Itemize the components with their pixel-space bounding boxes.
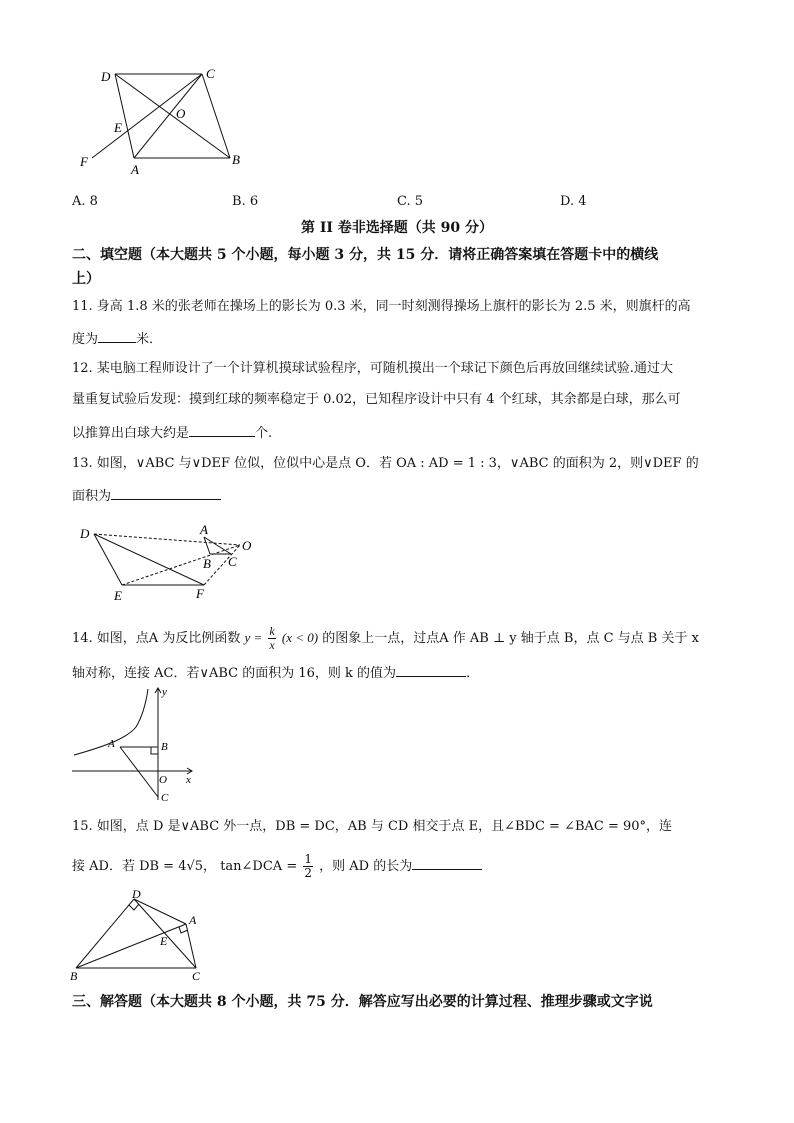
- q15-frac-num: 1: [304, 852, 312, 866]
- section2-title: 第 II 卷非选择题（共 90 分）: [300, 220, 494, 236]
- q15-text-b: ，则 AD 的长为: [319, 859, 413, 874]
- q15-tan: tan∠DCA =: [220, 859, 298, 874]
- label-D: D: [101, 69, 111, 84]
- label-A: A: [108, 738, 115, 750]
- q12-line2: 量重复试验后发现：摸到红球的频率稳定于 0.02，已知程序设计中只有 4 个红球，其余都是白球，那么可: [72, 392, 681, 407]
- q11-pre: 度为: [72, 332, 99, 347]
- q14-line2: [72, 662, 479, 683]
- q11-line1: 11. 身高 1.8 米的张老师在操场上的影长为 0.3 米，同一时刻测得操场上旗杆的影长为 2.5 米，则旗杆的高: [72, 299, 691, 314]
- q14-post: ．: [466, 666, 480, 681]
- q14-formula-cond: (x < 0): [281, 630, 319, 645]
- label-O: O: [242, 538, 252, 553]
- q15-frac-den: 2: [304, 866, 312, 880]
- label-F: F: [196, 586, 204, 601]
- q13-line1: 13. 如图，∨ABC 与∨DEF 位似，位似中心是点 O．若 OA : AD = 1 : 3，∨ABC 的面积为 2，则∨DEF 的: [72, 456, 699, 471]
- q14-line1: [72, 625, 699, 652]
- q13-answer-blank[interactable]: [111, 485, 221, 500]
- label-F: F: [80, 154, 88, 169]
- section2-header-line1: 二、填空题（本大题共 5 个小题，每小题 3 分，共 15 分．请将正确答案填在答题卡中的横线: [72, 247, 659, 263]
- q14-text-b: 的图象上一点，过点A 作 AB ⊥ y 轴于点 B，点 C 与点 B 关于 x: [322, 631, 699, 646]
- q11-line2: [72, 328, 162, 349]
- q12-line1: 12. 某电脑工程师设计了一个计算机摸球试验程序，可随机摸出一个球记下颜色后再放回继续试验.通过大: [72, 361, 673, 376]
- q13-line2: [72, 485, 221, 506]
- label-E: E: [114, 588, 122, 603]
- label-O: O: [176, 106, 186, 121]
- label-E: E: [160, 934, 168, 948]
- q14-pre: 轴对称，连接 AC．若∨ABC 的面积为 16，则 k 的值为: [72, 666, 397, 681]
- label-B: B: [70, 969, 78, 982]
- figure-parallelogram: [70, 62, 260, 182]
- label-A: A: [189, 913, 197, 927]
- q11-answer-blank[interactable]: [98, 328, 136, 343]
- choice-a: A. 8: [72, 194, 98, 209]
- label-B: B: [232, 152, 240, 167]
- q14-formula-lhs: y =: [244, 630, 263, 645]
- q14-text-a: 14. 如图，点A 为反比例函数: [72, 631, 241, 646]
- choice-d: D. 4: [560, 194, 587, 209]
- choice-b: B. 6: [232, 194, 259, 209]
- q12-answer-blank[interactable]: [189, 422, 255, 437]
- label-C: C: [161, 792, 169, 804]
- q15-line2: [72, 853, 482, 880]
- q14-fraction: [268, 625, 275, 652]
- section3-header: 三、解答题（本大题共 8 个小题，共 75 分．解答应写出必要的计算过程、推理步骤或文字说: [72, 994, 653, 1010]
- figure-homothety: [70, 522, 270, 604]
- figure-inverse-function: [70, 685, 200, 805]
- choice-c: C. 5: [397, 194, 424, 209]
- q13-pre: 面积为: [72, 489, 112, 504]
- label-x: x: [186, 774, 191, 786]
- label-C: C: [228, 554, 237, 569]
- q15-answer-blank[interactable]: [412, 855, 482, 870]
- q12-pre: 以推算出白球大约是: [72, 426, 190, 441]
- section2-header-line2: 上）: [72, 271, 100, 287]
- label-D: D: [132, 888, 141, 901]
- label-y: y: [162, 686, 167, 698]
- label-E: E: [114, 120, 122, 135]
- q12-line3: [72, 422, 272, 443]
- label-C: C: [206, 66, 215, 81]
- label-D: D: [80, 526, 90, 541]
- label-B: B: [161, 741, 168, 753]
- figure-triangle-15: [68, 888, 218, 982]
- label-C: C: [192, 969, 201, 982]
- q11-post: 米．: [136, 332, 163, 347]
- label-B: B: [203, 556, 211, 571]
- q15-fraction: [303, 853, 313, 880]
- q12-post: 个.: [255, 426, 273, 441]
- q14-frac-num: k: [269, 624, 275, 638]
- label-A: A: [200, 522, 208, 537]
- q15-text-a: 接 AD．若 DB = 4√5，: [72, 859, 217, 874]
- q14-frac-den: x: [269, 638, 275, 652]
- label-A: A: [131, 162, 139, 177]
- q14-answer-blank[interactable]: [396, 662, 466, 677]
- label-O: O: [159, 774, 167, 786]
- q15-line1: 15. 如图，点 D 是∨ABC 外一点，DB = DC，AB 与 CD 相交于点 E，且∠BDC = ∠BAC = 90°，连: [72, 819, 673, 834]
